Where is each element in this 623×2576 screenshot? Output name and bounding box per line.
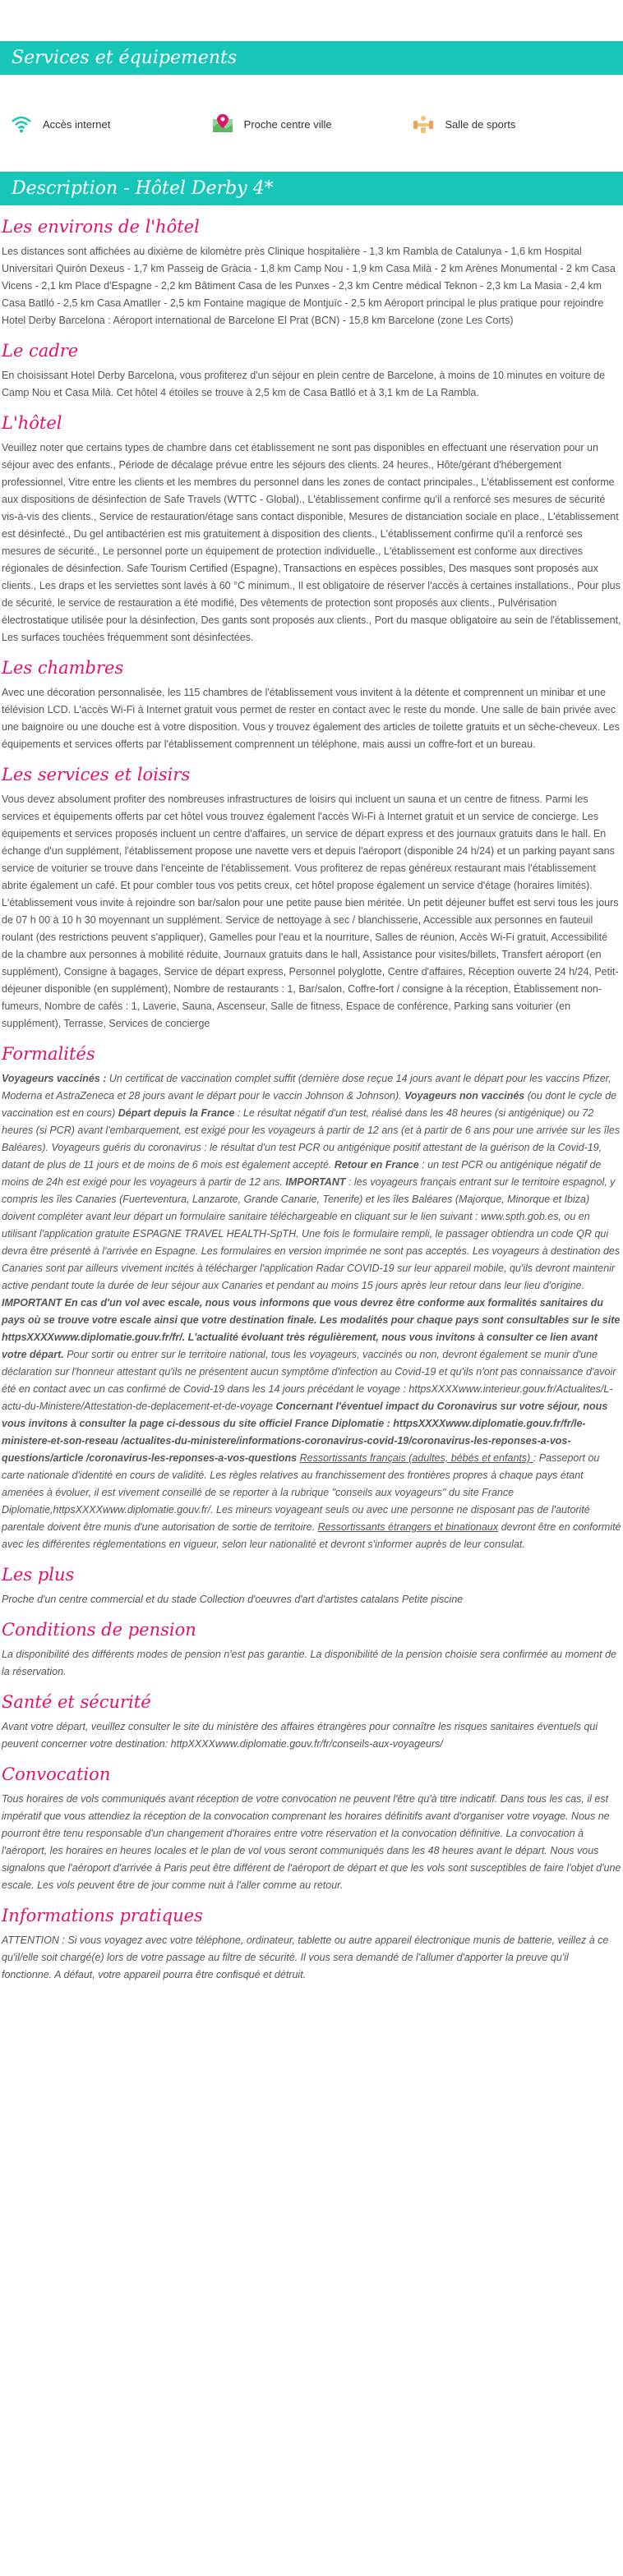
text-span: : un test PCR ou antigénique négatif de moins de 24h est exigé pour les voyageurs à partir de 12 ans. xyxy=(2,1159,602,1188)
section-title: Les chambres xyxy=(2,658,124,678)
service-label: Proche centre ville xyxy=(243,117,332,131)
dumbbell-icon xyxy=(412,113,435,136)
section-loisirs xyxy=(0,765,623,1033)
text-span: (ou dont le cycle de vaccination est en cours) xyxy=(2,1090,617,1119)
section-text: La disponibilité des différents modes de pension n'est pas garantie. La disponibilité de la pension choisie sera confirmée au moment de la réservation. xyxy=(2,1649,616,1677)
text-bold: Départ depuis la France xyxy=(118,1107,235,1119)
text-bold: Voyageurs vaccinés : xyxy=(2,1073,107,1084)
service-internet xyxy=(10,108,211,140)
section-title: Santé et sécurité xyxy=(2,1692,151,1712)
section-text: Tous horaires de vols communiqués avant réception de votre convocation ne peuvent l'être qu'à titre indicatif. Dans tous les cas, il est impératif que vous attendiez la réception de la convocation comprenant les horaires définitifs avant d'organiser votre voyage. Nous ne pourront être tenu responsable d'un changement d'horaires entre votre réservation et la convocation définitive. La convocation à l'aéroport, les horaires en heures locales et le plan de vol vous seront communiqués dans les 48 heures avant le départ. Nous vous signalons que l'aéroport d'arrivée à Paris peut être différent de l'aéroport de départ et que les vols sont susceptibles de faire l'objet d'une escale. Les vols peuvent être de jour comme nuit à l'aller comme au retour. xyxy=(2,1793,621,1891)
section-text: Avant votre départ, veuillez consulter le site du ministère des affaires étrangères pour connaître les risques sanitaires éventuels qui peuvent concerner votre destination: httpXXXXwww.diplomatie.gouv.fr/fr/conseils-aux-voyageurs/ xyxy=(2,1721,598,1750)
services-banner: Services et équipements xyxy=(0,41,623,75)
text-bold: Concernant l'éventuel impact du Coronavirus sur votre séjour, nous vous invitons à consulter la page ci-dessous du site officiel France Diplomatie : httpsXXXXwww.diplomatie.gouv.fr/fr/le-ministere-et-son-reseau /actualites-du-ministere/informations-coronavirus-covid-19/coronavirus-les-reponses-a-vos-questions/article /coronavirus-les-reponses-a-vos-questions xyxy=(2,1401,608,1464)
section-sante xyxy=(0,1692,623,1753)
section-text: Veuillez noter que certains types de chambre dans cet établissement ne sont pas disponibles en effectuant une réservation pour un séjour avec des enfants., Période de décalage prévue entre les séjours des clients. 24 heures., Hôte/gérant d'hébergement professionnel, Vitre entre les clients et les membres du personnel dans les zones de contact principales., L'établissement est conforme aux dispositions de désinfection de Safe Travels (WTTC - Global)., L'établissement confirme qu'il a renforcé ses mesures de sécurité vis-à-vis des clients., Service de restauration/étage sans contact disponible, Mesures de distanciation sociale en place., L'établissement est désinfecté., Du gel antibactérien est mis gratuitement à disposition des clients., L'établissement confirme qu'il a renforcé ses mesures de sécurité., Le personnel porte un équipement de protection individuelle., L'établissement est conforme aux directives régionales de désinfection. Safe Tourism Certified (Espagne), Transactions en espèces possibles, Des masques sont proposés aux clients., Les draps et les serviettes sont lavés à 60 °C minimum., Il est obligatoire de réserver l'accès à certaines installations., Pour plus de sécurité, le service de restauration a été modifié, Des vêtements de protection sont proposés aux clients., Pulvérisation électrostatique utilisée pour la désinfection, Des gants sont proposés aux clients., Port du masque obligatoire au sein de l'établissement, Les surfaces touchées fréquemment sont désinfectées. xyxy=(2,442,621,643)
section-environs xyxy=(0,217,623,329)
section-pension xyxy=(0,1620,623,1681)
section-text: En choisissant Hotel Derby Barcelona, vous profiterez d'un séjour en plein centre de Barcelone, à moins de 10 minutes en voiture de Camp Nou et Casa Milà. Cet hôtel 4 étoiles se trouve à 2,5 km de Casa Batlló et à 3,1 km de La Rambla. xyxy=(2,370,606,398)
section-title: L'hôtel xyxy=(2,413,62,433)
service-salle-sports xyxy=(412,108,613,140)
section-plus xyxy=(0,1565,623,1608)
section-text: Proche d'un centre commercial et du stade Collection d'oeuvres d'art d'artistes catalans Petite piscine xyxy=(2,1594,464,1605)
section-title: Les services et loisirs xyxy=(2,765,191,784)
section-title: Convocation xyxy=(2,1764,111,1784)
section-text: Avec une décoration personnalisée, les 115 chambres de l'établissement vous invitent à la détente et comprennent un minibar et une télévision LCD. L'accès Wi-Fi à Internet gratuit vous permet de rester en contact avec le reste du monde. Une salle de bain privée avec une baignoire ou une douche est à votre disposition. Vous y trouvez également des articles de toilette gratuits et un sèche-cheveux. Les équipements et services offerts par l'établissement comprennent un téléphone, mais aussi un coffre-fort et un bureau. xyxy=(2,687,620,750)
section-title: Les plus xyxy=(2,1565,75,1585)
section-title: Les environs de l'hôtel xyxy=(2,217,200,237)
section-text: ATTENTION : Si vous voyagez avec votre téléphone, ordinateur, tablette ou autre appareil électronique munis de batterie, veillez à ce qu'il/elle soit chargé(e) lors de votre passage au filtre de sécurité. Il vous sera demandé de l'allumer d'apporter la preuve qu'il fonctionne. A défaut, votre appareil pourra être confisqué et détruit. xyxy=(2,1934,609,1980)
text-bold: Retour en France xyxy=(334,1159,419,1171)
section-formalites xyxy=(0,1044,623,1553)
section-title: Formalités xyxy=(2,1044,95,1064)
section-title: Informations pratiques xyxy=(2,1906,203,1925)
link-etrangers[interactable]: Ressortissants étrangers et binationaux xyxy=(317,1521,499,1533)
section-text: Vous devez absolument profiter des nombreuses infrastructures de loisirs qui incluent un sauna et un centre de fitness. Parmi les services et équipements offerts par cet hôtel vous trouvez également l'accès Wi-Fi à Internet gratuit et un service de concierge. Les équipements et services proposés incluent un centre d'affaires, un service de départ express et des journaux gratuits dans le hall. En échange d'un supplément, l'établissement propose une navette vers et depuis l'aéroport (disponible 24 h/24) et un parking payant sans service de voiturier se trouve dans l'enceinte de l'établissement. Vous profiterez de repas généreux restaurant mais l'établissement abrite également un café. Et pour combler tous vos petits creux, cet hôtel propose également un service d'étage (horaires limités). L'établissement vous invite à rejoindre son bar/salon pour une petite pause bien méritée. Un petit déjeuner buffet est servi tous les jours de 07 h 00 à 10 h 30 moyennant un supplément. Service de nettoyage à sec / blanchisserie, Accessible aux personnes en fauteuil roulant (des restrictions peuvent s'appliquer), Gamelles pour l'eau et la nourriture, Salles de réunion, Accès Wi-Fi gratuit, Accessibilité de la chambre aux personnes à mobilité réduite, Journaux gratuits dans le hall, Assistance pour visites/billets, Transfert aéroport (en supplément), Consigne à bagages, Service de départ express, Personnel polyglotte, Centre d'affaires, Réception ouverte 24 h/24, Petit-déjeuner disponible (en supplément), Nombre de restaurants : 1, Bar/salon, Coffre-fort / consigne à la réception, Établissement non-fumeurs, Nombre de cafés : 1, Laverie, Sauna, Ascenseur, Salle de fitness, Espace de conférence, Parking sans voiturier (en supplément), Terrasse, Services de concierge xyxy=(2,794,619,1029)
text-span: devront être en conformité avec les différentes réglementations en vigueur, selon leur nationalité et devront s'informer auprès de leur consulat. xyxy=(2,1521,621,1550)
text-span: : Le résultat négatif d'un test, réalisé dans les 48 heures (si antigénique) ou 72 heures (si PCR) avant l'embarquement, est exigé pour les voyageurs à partir de 12 ans (et à partir de 6 ans pour une arrivée sur les îles Baléares). Voyageurs guéris du coronavirus : le résultat d'un test PCR ou antigénique positif attestant de la guérison de la Covid-19, datant de plus de 11 jours et de moins de 6 mois est également accepté. xyxy=(2,1107,621,1171)
map-pin-icon xyxy=(211,113,234,136)
section-text: Les distances sont affichées au dixième de kilomètre près Clinique hospitalière - 1,3 km Rambla de Catalunya - 1,6 km Hospital Universitari Quirón Dexeus - 1,7 km Passeig de Gràcia - 1,8 km Camp Nou - 1,9 km Casa Milà - 2 km Arènes Monumental - 2 km Casa Vicens - 2,1 km Place d'Espagne - 2,2 km Bâtiment Casa de les Punxes - 2,3 km Centre médical Teknon - 2,3 km La Masia - 2,4 km Casa Batlló - 2,5 km Casa Amatller - 2,5 km Fontaine magique de Montjuïc - 2,5 km Aéroport principal le plus pratique pour rejoindre Hotel Derby Barcelona : Aéroport international de Barcelone El Prat (BCN) - 15,8 km Barcelone (zone Les Corts) xyxy=(2,246,616,326)
text-span: Un certificat de vaccination complet suffit (dernière dose reçue 14 jours avant le départ pour les vaccins Pfizer, Moderna et AstraZeneca et 28 jours avant le départ pour le vaccin Johnson & Johnson). xyxy=(2,1073,611,1102)
text-bold: IMPORTANT xyxy=(285,1176,346,1188)
service-label: Salle de sports xyxy=(445,117,516,131)
text-bold: IMPORTANT En cas d'un vol avec escale, nous vous informons que vous devrez être conforme aux formalités sanitaires du pays où se trouve votre escale ainsi que votre destination finale. Les modalités pour chaque pays sont consultables sur le site httpsXXXXwww.diplomatie.gouv.fr/fr/. L'actualité évoluant très régulièrement, nous vous invitons à consulter ce lien avant votre départ. xyxy=(2,1297,621,1360)
text-span: Pour sortir ou entrer sur le territoire national, tous les voyageurs, vaccinés ou non, devront également se munir d'une déclaration sur l'honneur attestant qu'ils ne présentent aucun symptôme d'infection au Covid-19 et qu'ils n'ont pas connaissance d'avoir été en contact avec un cas confirmé de Covid-19 dans les 14 jours précédant le voyage : httpsXXXXwww.interieur.gouv.fr/Actualites/L-actu-du-Ministere/Attestation-de-deplacement-et-de-voyage xyxy=(2,1349,616,1412)
text-bold: Voyageurs non vaccinés xyxy=(404,1090,525,1102)
service-label: Accès internet xyxy=(43,117,111,131)
link-ressortissants[interactable]: Ressortissants français (adultes, bébés et enfants) xyxy=(299,1452,533,1464)
text-span: : les voyageurs français entrant sur le territoire espagnol, y compris les îles Canaries (Fuerteventura, Lanzarote, Grande Canarie, Tenerife) et les îles Baléares (Majorque, Minorque et Ibiza) doivent compléter avant leur départ un formulaire sanitaire téléchargeable en cliquant sur le lien suivant : www.spth.gob.es, ou en utilisant l'application gratuite ESPAGNE TRAVEL HEALTH-SpTH. Une fois le formulaire rempli, le passager obtiendra un code QR qui devra être présenté à l'arrivée en Espagne. Les formulaires en version imprimée ne sont pas acceptés. Les voyageurs à destination des Canaries sont par ailleurs vivement incités à télécharger l'application Radar COVID-19 sur leur appareil mobile, qu'ils devront maintenir active pendant toute la durée de leur séjour aux Canaries et pendant au moins 15 jours après leur retour dans leur lieu d'origine. xyxy=(2,1176,621,1291)
text-span: : Passeport ou carte nationale d'identité en cours de validité. Les règles relatives au franchissement des frontières propres à chaque pays étant amenées à évoluer, il est vivement conseillé de se reporter à la rubrique "conseils aux voyageurs" du site France Diplomatie,httpsXXXXwww.diplomatie.gouv.fr/. Les mineurs voyageant seuls ou avec une personne ne disposant pas de l'autorité parentale doivent être munis d'une autorisation de sortie de territoire. xyxy=(2,1452,600,1533)
section-cadre xyxy=(0,341,623,402)
section-chambres xyxy=(0,658,623,753)
section-title: Le cadre xyxy=(2,341,79,361)
section-convocation xyxy=(0,1764,623,1894)
wifi-icon xyxy=(10,113,33,136)
description-banner: Description - Hôtel Derby 4* xyxy=(0,172,623,205)
service-centre-ville xyxy=(211,108,413,140)
section-hotel xyxy=(0,413,623,646)
services-list xyxy=(0,75,623,140)
section-text xyxy=(2,1070,621,1553)
section-title: Conditions de pension xyxy=(2,1620,196,1640)
section-infos xyxy=(0,1906,623,1984)
